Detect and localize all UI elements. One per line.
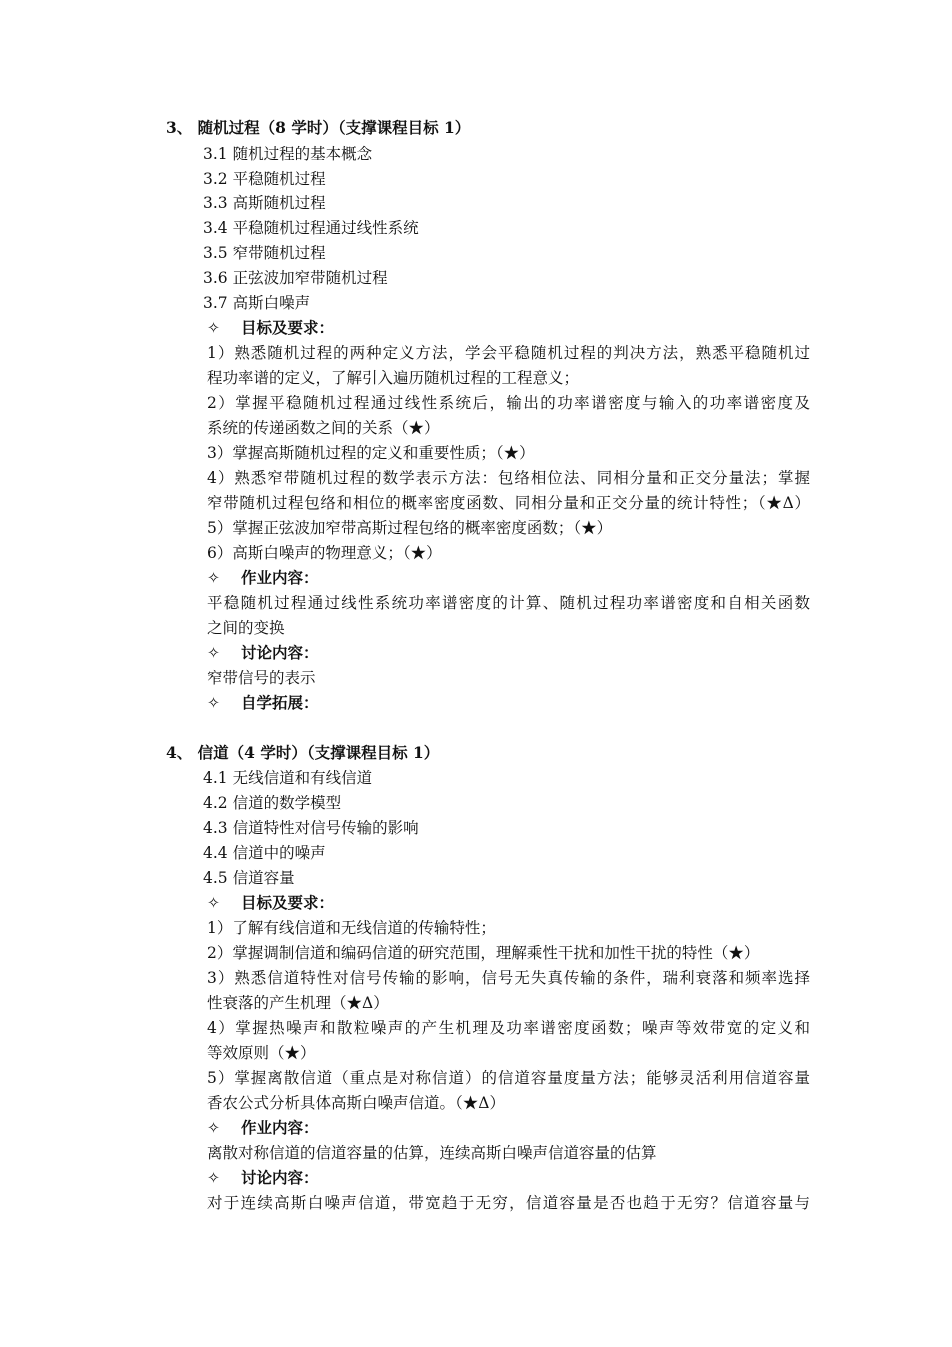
topic-4-2: 4.2 信道的数学模型: [203, 794, 342, 812]
topic-3-5: 3.5 窄带随机过程: [203, 244, 326, 262]
goal-3-line-6: 4）熟悉窄带随机过程的数学表示方法：包络相位法、同相分量和正交分量法；掌握: [207, 469, 810, 487]
goal-4-line-7: 5）掌握离散信道（重点是对称信道）的信道容量度量方法；能够灵活利用信道容量: [207, 1069, 810, 1087]
topic-3-6: 3.6 正弦波加窄带随机过程: [203, 269, 388, 287]
selfstudy-label-3: ✧ 自学拓展：: [207, 693, 319, 712]
homework-4-line-1: 离散对称信道的信道容量的估算，连续高斯白噪声信道容量的估算: [207, 1144, 657, 1162]
diamond-bullet-icon: ✧: [207, 694, 220, 712]
diamond-bullet-icon: ✧: [207, 644, 220, 662]
homework-3-line-1: 平稳随机过程通过线性系统功率谱密度的计算、随机过程功率谱密度和自相关函数: [207, 594, 810, 612]
topic-3-3: 3.3 高斯随机过程: [203, 194, 326, 212]
goals-label-4: ✧ 目标及要求：: [207, 893, 335, 912]
goal-3-line-1: 1）熟悉随机过程的两种定义方法，学会平稳随机过程的判决方法，熟悉平稳随机过: [207, 344, 810, 362]
topic-4-4: 4.4 信道中的噪声: [203, 844, 326, 862]
topic-3-2: 3.2 平稳随机过程: [203, 170, 326, 188]
homework-3-line-2: 之间的变换: [207, 619, 285, 637]
topic-3-7: 3.7 高斯白噪声: [203, 294, 311, 312]
goal-3-line-9: 6）高斯白噪声的物理意义；（★）: [207, 544, 442, 562]
goal-4-line-8: 香农公式分析具体高斯白噪声信道。（★Δ）: [207, 1094, 505, 1112]
homework-label-4: ✧ 作业内容：: [207, 1118, 319, 1137]
goal-4-line-2: 2）掌握调制信道和编码信道的研究范围，理解乘性干扰和加性干扰的特性（★）: [207, 944, 760, 962]
topic-4-3: 4.3 信道特性对信号传输的影响: [203, 819, 419, 837]
goal-4-line-6: 等效原则（★）: [207, 1044, 316, 1062]
goal-3-line-3: 2）掌握平稳随机过程通过线性系统后，输出的功率谱密度与输入的功率谱密度及: [207, 394, 810, 412]
goal-4-line-4: 性衰落的产生机理（★Δ）: [207, 994, 389, 1012]
homework-label-3: ✧ 作业内容：: [207, 568, 319, 587]
diamond-bullet-icon: ✧: [207, 569, 220, 587]
section-4-heading: 4、 信道（4 学时）（支撑课程目标 1）: [166, 743, 440, 762]
diamond-bullet-icon: ✧: [207, 319, 220, 337]
topic-4-5: 4.5 信道容量: [203, 869, 295, 887]
goal-4-line-3: 3）熟悉信道特性对信号传输的影响，信号无失真传输的条件，瑞利衰落和频率选择: [207, 969, 810, 987]
goals-label-3: ✧ 目标及要求：: [207, 318, 335, 337]
goal-3-line-7: 窄带随机过程包络和相位的概率密度函数、同相分量和正交分量的统计特性；（★Δ）: [207, 494, 810, 512]
discussion-3-line-1: 窄带信号的表示: [207, 669, 316, 687]
goal-3-line-8: 5）掌握正弦波加窄带高斯过程包络的概率密度函数；（★）: [207, 519, 613, 537]
topic-3-4: 3.4 平稳随机过程通过线性系统: [203, 219, 419, 237]
diamond-bullet-icon: ✧: [207, 1169, 220, 1187]
discussion-label-4: ✧ 讨论内容：: [207, 1168, 319, 1187]
diamond-bullet-icon: ✧: [207, 1119, 220, 1137]
goal-3-line-4: 系统的传递函数之间的关系（★）: [207, 419, 440, 437]
discussion-label-3: ✧ 讨论内容：: [207, 643, 319, 662]
discussion-4-line-1: 对于连续高斯白噪声信道，带宽趋于无穷，信道容量是否也趋于无穷？信道容量与: [207, 1194, 810, 1212]
topic-4-1: 4.1 无线信道和有线信道: [203, 769, 373, 787]
goal-3-line-5: 3）掌握高斯随机过程的定义和重要性质；（★）: [207, 444, 535, 462]
topic-3-1: 3.1 随机过程的基本概念: [203, 145, 373, 163]
goal-3-line-2: 程功率谱的定义，了解引入遍历随机过程的工程意义；: [207, 369, 580, 387]
goal-4-line-1: 1）了解有线信道和无线信道的传输特性；: [207, 919, 496, 937]
diamond-bullet-icon: ✧: [207, 894, 220, 912]
section-3-heading: 3、 随机过程（8 学时）（支撑课程目标 1）: [166, 118, 471, 137]
goal-4-line-5: 4）掌握热噪声和散粒噪声的产生机理及功率谱密度函数；噪声等效带宽的定义和: [207, 1019, 810, 1037]
